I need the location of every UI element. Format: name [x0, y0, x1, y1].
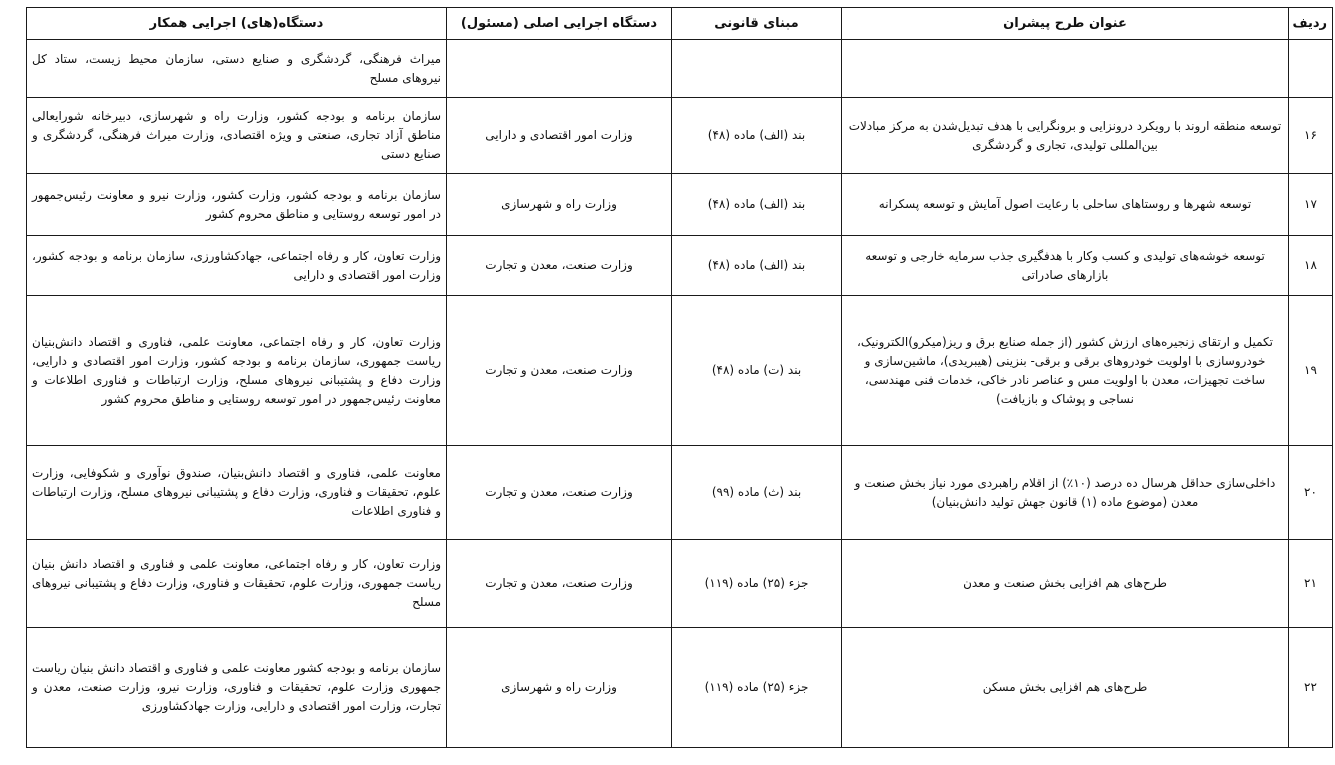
- header-legal-basis: مبنای قانونی: [672, 8, 842, 40]
- main-agency: وزارت امور اقتصادی و دارایی: [447, 98, 672, 174]
- main-agency: وزارت راه و شهرسازی: [447, 628, 672, 748]
- row-number: ۱۹: [1289, 296, 1333, 446]
- project-title: داخلی‌سازی حداقل هرسال ده درصد (۱۰٪) از اقلام راهبردی مورد نیاز بخش صنعت و معدن (موضوع ماده (۱) قانون جهش تولید دانش‌بنیان): [842, 446, 1289, 540]
- co-agencies: میراث فرهنگی، گردشگری و صنایع دستی، سازمان محیط زیست، ستاد کل نیروهای مسلح: [27, 40, 447, 98]
- table-row: [27, 236, 1333, 296]
- project-title: توسعه خوشه‌های تولیدی و کسب وکار با هدفگیری جذب سرمایه خارجی و توسعه بازارهای صادراتی: [842, 236, 1289, 296]
- main-agency: [447, 40, 672, 98]
- header-row: [27, 8, 1333, 40]
- main-agency: وزارت صنعت، معدن و تجارت: [447, 236, 672, 296]
- project-title: طرح‌های هم افزایی بخش صنعت و معدن: [842, 540, 1289, 628]
- table-row: [27, 540, 1333, 628]
- projects-table: [26, 7, 1333, 748]
- header-co-agencies: دستگاه(های) اجرایی همکار: [27, 8, 447, 40]
- header-main-agency: دستگاه اجرایی اصلی (مسئول): [447, 8, 672, 40]
- row-number: ۱۷: [1289, 174, 1333, 236]
- project-title: توسعه شهرها و روستاهای ساحلی با رعایت اصول آمایش و توسعه پسکرانه: [842, 174, 1289, 236]
- row-number: ۲۲: [1289, 628, 1333, 748]
- project-title: توسعه منطقه اروند با رویکرد درونزایی و برونگرایی با هدف تبدیل‌شدن به مرکز مبادلات بین‌المللی تولیدی، تجاری و گردشگری: [842, 98, 1289, 174]
- project-title: طرح‌های هم افزایی بخش مسکن: [842, 628, 1289, 748]
- legal-basis: جزء (۲۵) ماده (۱۱۹): [672, 628, 842, 748]
- table-row: [27, 446, 1333, 540]
- legal-basis: بند (الف) ماده (۴۸): [672, 98, 842, 174]
- row-number: [1289, 40, 1333, 98]
- legal-basis: بند (ت) ماده (۴۸): [672, 296, 842, 446]
- table-row: [27, 40, 1333, 98]
- row-number: ۱۸: [1289, 236, 1333, 296]
- project-title: [842, 40, 1289, 98]
- table-row: [27, 174, 1333, 236]
- co-agencies: وزارت تعاون، کار و رفاه اجتماعی، جهادکشاورزی، سازمان برنامه و بودجه کشور، وزارت امور اقتصادی و دارایی: [27, 236, 447, 296]
- row-number: ۱۶: [1289, 98, 1333, 174]
- main-agency: وزارت راه و شهرسازی: [447, 174, 672, 236]
- row-number: ۲۱: [1289, 540, 1333, 628]
- co-agencies: سازمان برنامه و بودجه کشور، وزارت راه و شهرسازی، دبیرخانه شورایعالی مناطق آزاد تجاری، صنعتی و ویژه اقتصادی، وزارت میراث فرهنگی، گردشگری و صنایع دستی: [27, 98, 447, 174]
- co-agencies: وزارت تعاون، کار و رفاه اجتماعی، معاونت علمی، فناوری و اقتصاد دانش‌بنیان ریاست جمهوری، سازمان برنامه و بودجه کشور، وزارت امور اقتصادی و دارایی، وزارت دفاع و پشتیبانی نیروهای مسلح، وزارت ارتباطات و فناوری اطلاعات و معاونت رئیس‌جمهور در امور توسعه روستایی و مناطق محروم کشور: [27, 296, 447, 446]
- table-row: [27, 98, 1333, 174]
- row-number: ۲۰: [1289, 446, 1333, 540]
- project-title: تکمیل و ارتقای زنجیره‌های ارزش کشور (از جمله صنایع برق و ریز(میکرو)الکترونیک، خودروسازی با اولویت خودروهای برقی و برقی- بنزینی (هیبریدی)، ماشین‌سازی و ساخت تجهیزات، معدن با اولویت مس و عناصر نادر خاکی، خدمات فنی مهندسی، نساجی و پوشاک و بازیافت): [842, 296, 1289, 446]
- legal-basis: بند (ث) ماده (۹۹): [672, 446, 842, 540]
- co-agencies: وزارت تعاون، کار و رفاه اجتماعی، معاونت علمی و فناوری و اقتصاد دانش بنیان ریاست جمهوری، وزارت علوم، تحقیقات و فناوری، وزارت دفاع و پشتیبانی نیروهای مسلح: [27, 540, 447, 628]
- main-agency: وزارت صنعت، معدن و تجارت: [447, 296, 672, 446]
- co-agencies: سازمان برنامه و بودجه کشور، وزارت کشور، وزارت نیرو و معاونت رئیس‌جمهور در امور توسعه روستایی و مناطق محروم کشور: [27, 174, 447, 236]
- header-row-no: ردیف: [1289, 8, 1333, 40]
- legal-basis: بند (الف) ماده (۴۸): [672, 174, 842, 236]
- main-agency: وزارت صنعت، معدن و تجارت: [447, 446, 672, 540]
- co-agencies: سازمان برنامه و بودجه کشور معاونت علمی و فناوری و اقتصاد دانش بنیان ریاست جمهوری وزارت علوم، تحقیقات و فناوری، وزارت نیرو، وزارت صنعت، معدن و تجارت، وزارت امور اقتصادی و دارایی، وزارت جهادکشاورزی: [27, 628, 447, 748]
- legal-basis: جزء (۲۵) ماده (۱۱۹): [672, 540, 842, 628]
- legal-basis: بند (الف) ماده (۴۸): [672, 236, 842, 296]
- co-agencies: معاونت علمی، فناوری و اقتصاد دانش‌بنیان، صندوق نوآوری و شکوفایی، وزارت علوم، تحقیقات و فناوری، وزارت دفاع و پشتیبانی نیروهای مسلح، وزارت ارتباطات و فناوری اطلاعات: [27, 446, 447, 540]
- header-title: عنوان طرح پیشران: [842, 8, 1289, 40]
- legal-basis: [672, 40, 842, 98]
- table-row: [27, 296, 1333, 446]
- main-agency: وزارت صنعت، معدن و تجارت: [447, 540, 672, 628]
- table-row: [27, 628, 1333, 748]
